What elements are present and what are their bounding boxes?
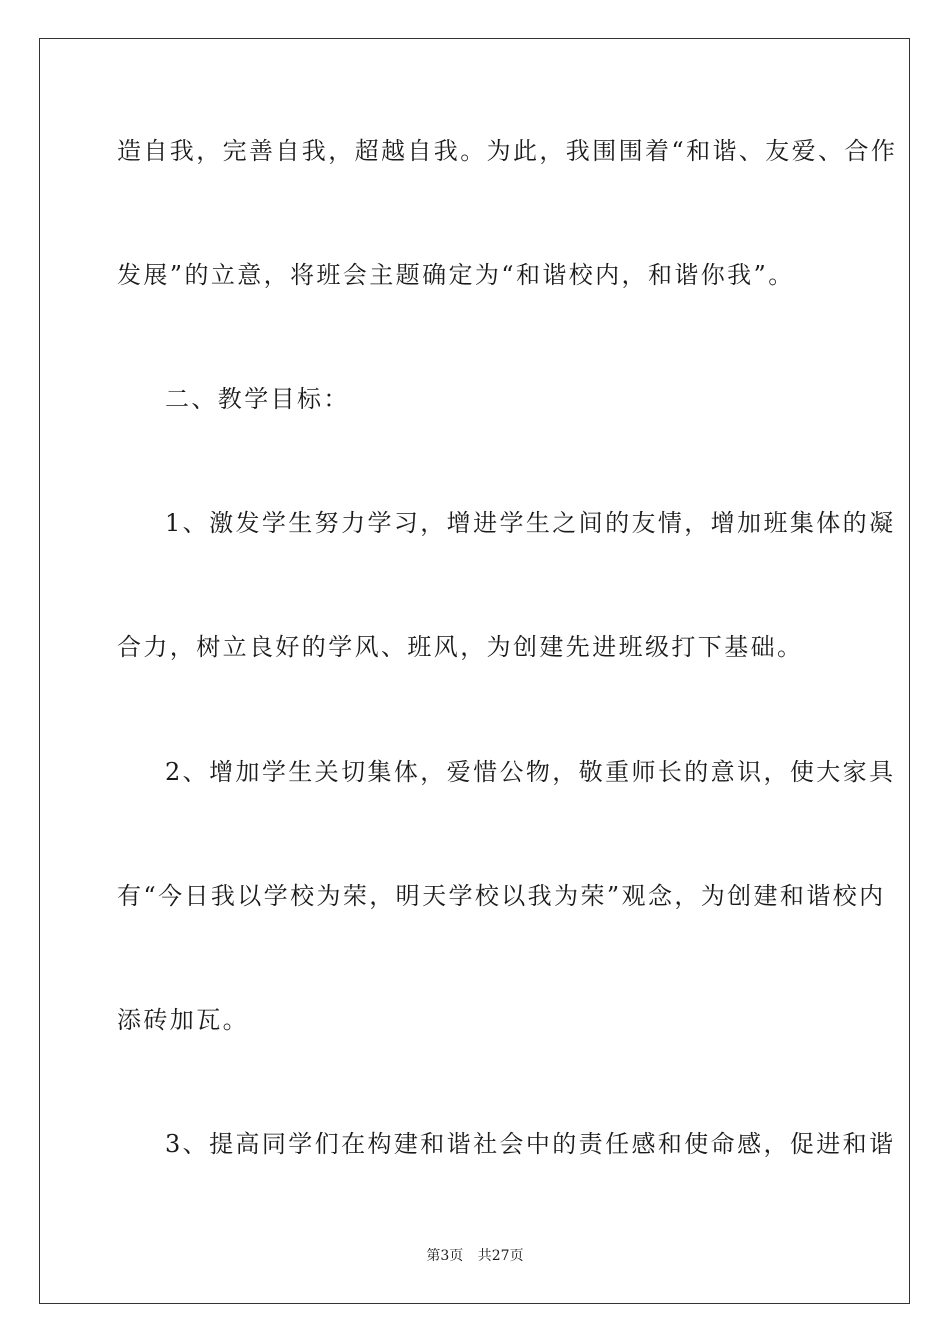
goal-2-line-3: 添砖加瓦。 bbox=[117, 1006, 249, 1034]
paragraph-line-1: 造自我，完善自我，超越自我。为此，我围围着“和谐、友爱、合作 bbox=[117, 137, 898, 165]
page-footer bbox=[0, 1247, 950, 1265]
section-heading-teaching-goals: 二、教学目标： bbox=[165, 385, 350, 413]
goal-2-line-2: 有“今日我以学校为荣，明天学校以我为荣”观念，为创建和谐校内 bbox=[117, 882, 886, 910]
page-border bbox=[39, 38, 910, 1304]
page-number: 第3页 bbox=[426, 1248, 464, 1264]
goal-1-line-1: 1、激发学生努力学习，增进学生之间的友情，增加班集体的凝 bbox=[165, 509, 896, 537]
paragraph-line-2: 发展”的立意，将班会主题确定为“和谐校内，和谐你我”。 bbox=[117, 261, 795, 289]
goal-2-line-1: 2、增加学生关切集体，爱惜公物，敬重师长的意识，使大家具 bbox=[165, 758, 896, 786]
goal-1-line-2: 合力，树立良好的学风、班风，为创建先进班级打下基础。 bbox=[117, 633, 804, 661]
goal-3-line-1: 3、提高同学们在构建和谐社会中的责任感和使命感，促进和谐 bbox=[165, 1130, 896, 1158]
page-total: 共27页 bbox=[477, 1248, 524, 1264]
